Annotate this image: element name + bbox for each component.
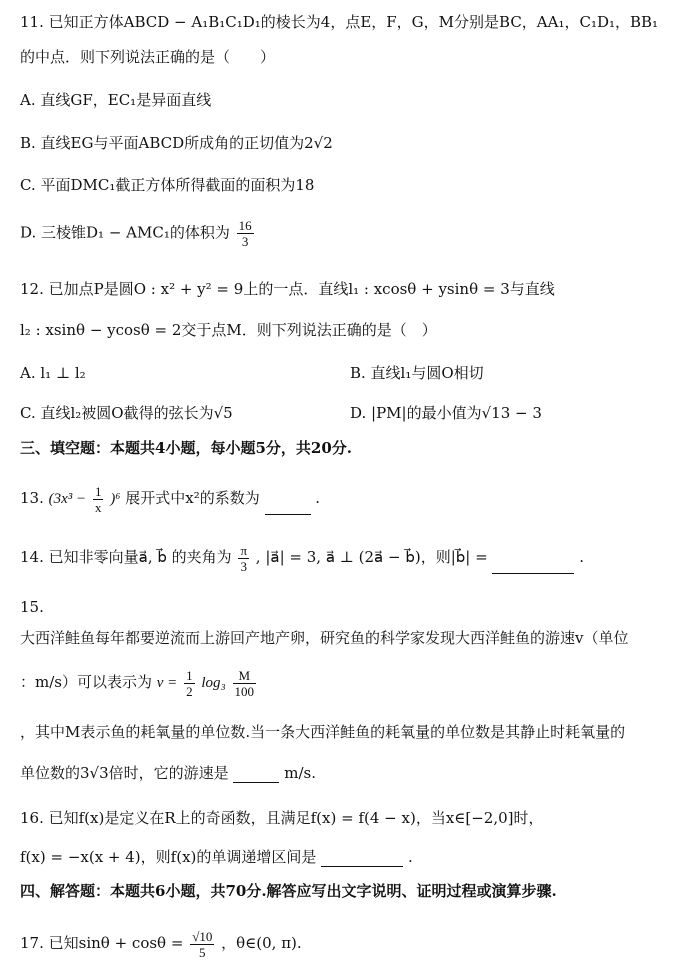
q16-end: . [407, 848, 413, 866]
q12-option-d: D. |PM|的最小值为√13 − 3 [350, 404, 542, 422]
q16-line2 [20, 847, 413, 867]
q11-option-d [20, 218, 256, 249]
fraction-denominator: 3 [241, 234, 249, 249]
q15-formula-half [184, 668, 195, 699]
fraction-denominator: 100 [234, 683, 255, 699]
fraction-numerator: π [240, 542, 248, 558]
q11-option-c: C. 平面DMC₁截正方体所得截面的面积为18 [20, 176, 315, 194]
q14-text-post: , |a⃗| = 3, a⃗ ⊥ (2a⃗ − b⃗)，则|b⃗| = [255, 548, 488, 566]
q13-expression-tail: )⁶ [110, 491, 121, 507]
q15-formula-ratio [233, 668, 257, 699]
q13-end: . [315, 489, 321, 507]
q17-text-post: ，θ∈(0, π). [221, 934, 302, 952]
q16-answer-blank[interactable] [321, 850, 403, 867]
q15-formula-lead: v = [156, 675, 178, 691]
q13-number: 13. [20, 489, 44, 507]
q15-unit-text: ：m/s）可以表示为 [20, 673, 152, 691]
q12-line1: 12. 已加点P是圆O : x² + y² = 9上的一点．直线l₁ : xcosθ + ysinθ = 3与直线 [20, 280, 555, 298]
fraction-numerator: 16 [238, 218, 252, 233]
fraction-numerator: 1 [94, 483, 102, 499]
q14-angle-fraction [238, 543, 249, 574]
q15-unit: m/s. [284, 764, 316, 782]
q14-end: . [579, 548, 585, 566]
fraction-denominator: x [94, 499, 102, 515]
q11-volume-fraction [237, 218, 254, 249]
q11-line1: 11. 已知正方体ABCD − A₁B₁C₁D₁的棱长为4，点E，F，G，M分别是BC，AA₁，C₁D₁，BB₁ [20, 13, 659, 31]
q13-text: 展开式中x²的系数为 [125, 489, 260, 507]
q17-fraction [190, 929, 214, 960]
fraction-numerator: 1 [186, 667, 193, 683]
q14-text-pre: 14. 已知非零向量a⃗, b⃗ 的夹角为 [20, 548, 232, 566]
q15-line2 [20, 667, 258, 699]
q12-line2: l₂ : xsinθ − ycosθ = 2交于点M．则下列说法正确的是（ ） [20, 321, 437, 339]
fraction-denominator: 5 [199, 944, 206, 960]
q17 [20, 928, 302, 960]
q13-expression-fraction [93, 484, 104, 515]
q17-text-pre: 17. 已知sinθ + cosθ = [20, 934, 184, 952]
q12-option-a: A. l₁ ⊥ l₂ [20, 364, 86, 382]
q15-line3: ，其中M表示鱼的耗氧量的单位数.当一条大西洋鲑鱼的耗氧量的单位数是其静止时耗氧量的 [20, 723, 626, 741]
q13-answer-blank[interactable] [265, 498, 311, 515]
q11-option-d-text: D. 三棱锥D₁ − AMC₁的体积为 [20, 223, 230, 242]
fraction-numerator: M [233, 668, 257, 684]
q11-option-a: A. 直线GF，EC₁是异面直线 [20, 91, 212, 109]
q15-number: 15. [20, 598, 44, 616]
q15-line4-text: 单位数的3√3倍时，它的游速是 [20, 764, 229, 782]
q13-expression-lead: (3x³ − [48, 491, 87, 507]
fraction-numerator: √10 [192, 928, 213, 944]
q15-answer-blank[interactable] [233, 766, 279, 783]
q12-option-b: B. 直线l₁与圆O相切 [350, 364, 484, 382]
q14-answer-blank[interactable] [492, 557, 574, 574]
q11-line2: 的中点．则下列说法正确的是（ ） [20, 48, 276, 66]
fraction-denominator: 2 [186, 683, 193, 699]
q12-option-c: C. 直线l₂被圆O截得的弦长为√5 [20, 404, 233, 422]
section-3-heading: 三、填空题：本题共4小题，每小题5分，共20分. [20, 439, 352, 457]
fraction-denominator: 3 [240, 558, 247, 574]
q15-line1: 大西洋鲑鱼每年都要逆流而上游回产地产卵，研究鱼的科学家发现大西洋鲑鱼的游速v（单位 [20, 629, 629, 647]
q15-formula-log: log₃ [201, 675, 226, 691]
section-4-heading: 四、解答题：本题共6小题，共70分.解答应写出文字说明、证明过程或演算步骤. [20, 882, 557, 900]
q15-line4 [20, 763, 316, 783]
q11-option-b: B. 直线EG与平面ABCD所成角的正切值为2√2 [20, 134, 333, 152]
q16-line2-text: f(x) = −x(x + 4)，则f(x)的单调递增区间是 [20, 848, 317, 866]
q14 [20, 542, 584, 574]
q13 [20, 483, 320, 515]
q16-line1: 16. 已知f(x)是定义在R上的奇函数，且满足f(x) = f(4 − x)，当x∈[−2,0]时， [20, 809, 544, 827]
